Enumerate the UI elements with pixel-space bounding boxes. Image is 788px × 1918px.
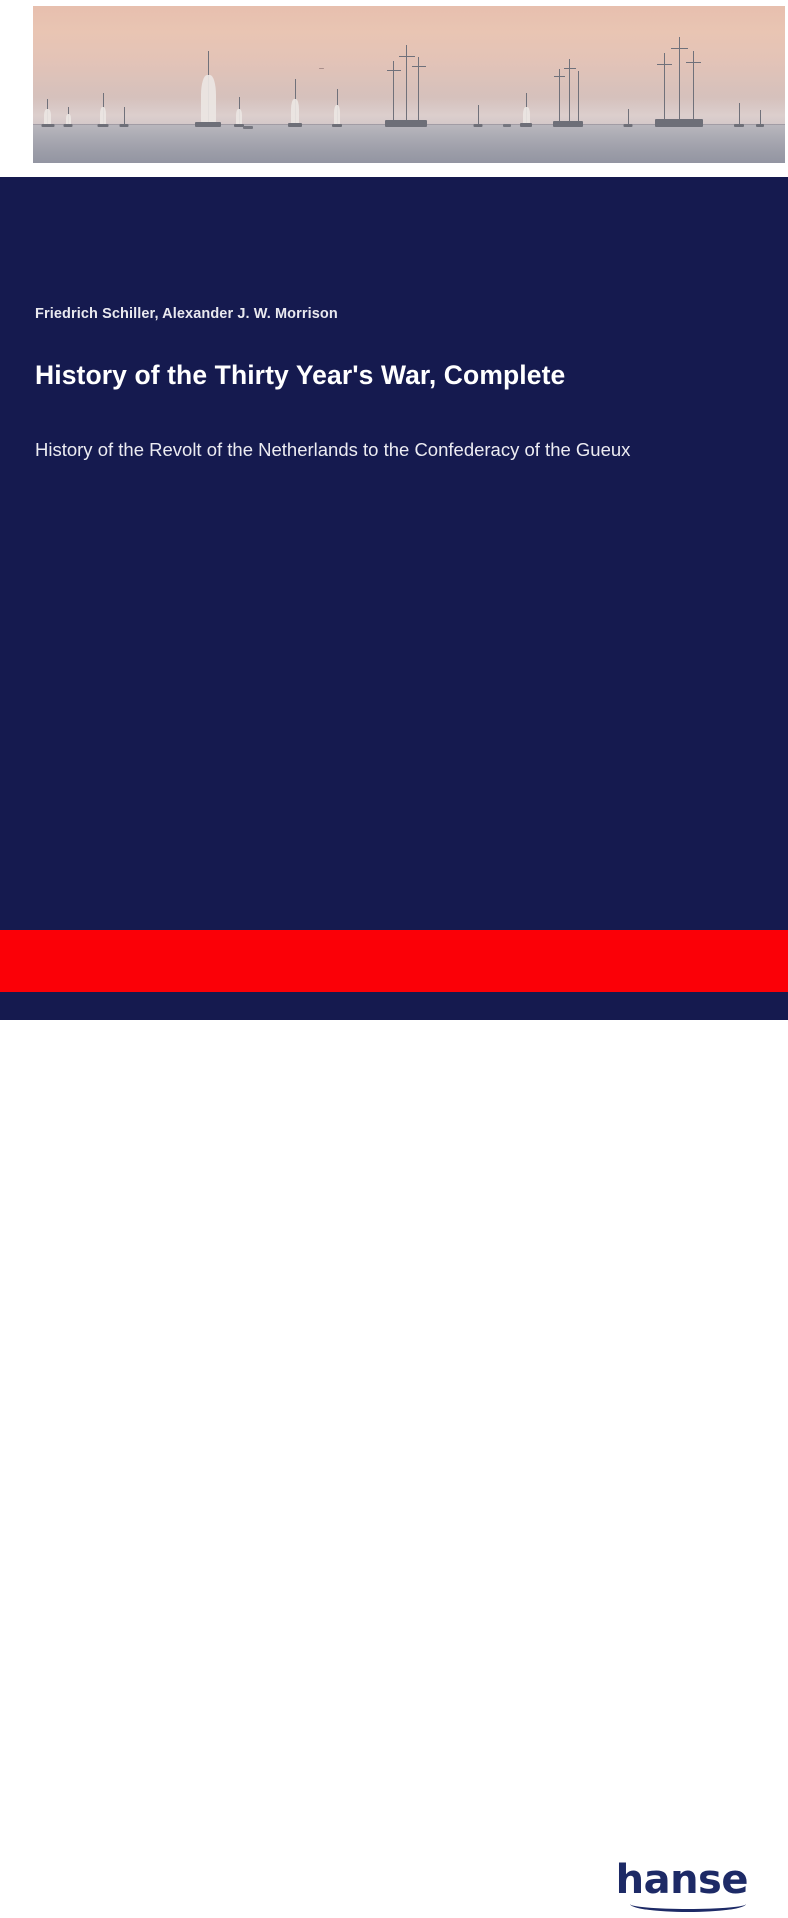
ship-icon: [233, 91, 245, 127]
hanse-logo: [588, 1857, 748, 1918]
hanse-logo-underline: [630, 1904, 746, 1912]
book-subtitle: History of the Revolt of the Netherlands to the Confederacy of the Gueux: [35, 439, 631, 460]
book-authors: Friedrich Schiller, Alexander J. W. Morrison: [35, 306, 338, 322]
ship-icon: [623, 103, 633, 127]
sailing-ships-at-sea-photo: [33, 6, 785, 163]
ship-icon: [653, 31, 705, 127]
hanse-logo-text: hanse: [615, 1857, 748, 1903]
cover-bottom-edge: [0, 992, 788, 1020]
ship-icon: [97, 87, 109, 127]
ship-icon: [41, 93, 55, 127]
cover-photo-area: [0, 0, 788, 177]
ship-icon: [551, 53, 585, 127]
book-title: History of the Thirty Year's War, Complete: [35, 360, 566, 390]
sea: [33, 125, 785, 163]
distant-boat-icon: [503, 124, 511, 127]
cover-body: [0, 177, 788, 930]
ship-icon: [63, 101, 73, 127]
ship-icon: [119, 101, 129, 127]
ship-icon: [331, 83, 343, 127]
ship-icon: [755, 105, 765, 127]
bird-icon: [319, 68, 324, 69]
ship-icon: [519, 87, 533, 127]
ship-icon: [193, 45, 223, 127]
distant-boat-icon: [243, 126, 253, 129]
ship-icon: [733, 97, 745, 127]
ship-icon: [383, 39, 429, 127]
ship-icon: [287, 73, 303, 127]
publisher-band: [0, 930, 788, 1903]
ship-icon: [473, 99, 483, 127]
